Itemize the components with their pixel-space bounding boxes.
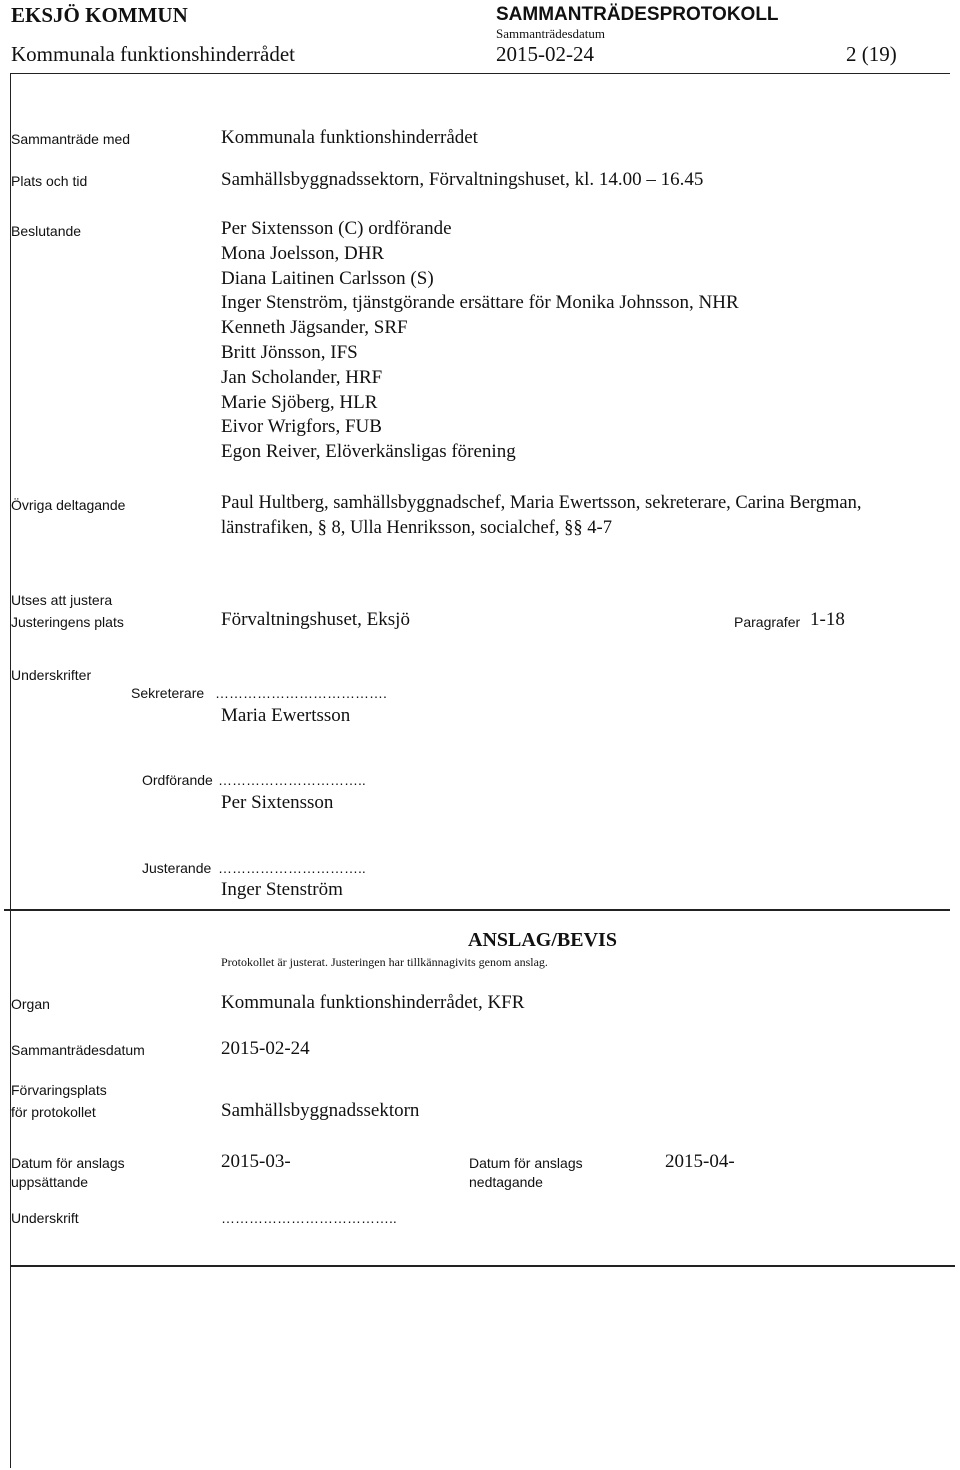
posted-date-value: 2015-03- — [221, 1151, 291, 1172]
signatures-divider — [4, 909, 950, 911]
deciding-member: Inger Stenström, tjänstgörande ersättare för Monika Johnsson, NHR — [221, 292, 739, 314]
selected-to-adjust-label: Utses att justera — [11, 592, 113, 608]
chair-label: Ordförande — [142, 772, 213, 788]
deciding-member: Britt Jönsson, IFS — [221, 341, 358, 363]
left-margin-line — [10, 73, 11, 1468]
organ-label: Organ — [11, 996, 50, 1012]
deciding-member: Marie Sjöberg, HLR — [221, 391, 378, 413]
organ-value: Kommunala funktionshinderrådet, KFR — [221, 992, 525, 1013]
adjust-place-value: Förvaltningshuset, Eksjö — [221, 609, 410, 630]
header-date-label: Sammanträdesdatum — [496, 26, 606, 41]
storage-value: Samhällsbyggnadssektorn — [221, 1100, 420, 1121]
meeting-date-label: Sammanträdesdatum — [11, 1042, 145, 1058]
deciding-member: Per Sixtensson (C) ordförande — [221, 218, 452, 239]
committee-name: Kommunala funktionshinderrådet — [11, 42, 296, 66]
others-line-2: länstrafiken, § 8, Ulla Henriksson, socialchef, §§ 4-7 — [221, 518, 612, 538]
posted-date-label-line-1: Datum för anslags — [11, 1155, 125, 1171]
others-label: Övriga deltagande — [11, 497, 126, 513]
secretary-signature-line: ………………………………. — [215, 685, 387, 701]
meeting-with-value: Kommunala funktionshinderrådet — [221, 127, 478, 148]
chair-name: Per Sixtensson — [221, 792, 334, 813]
adjuster-signature-line: ………………………….. — [218, 860, 366, 876]
storage-label-line-2: för protokollet — [11, 1104, 96, 1120]
notice-title: ANSLAG/BEVIS — [468, 929, 617, 951]
header-date: 2015-02-24 — [496, 42, 594, 66]
removed-date-label-line-2: nedtagande — [469, 1174, 543, 1190]
deciding-member: Jan Scholander, HRF — [221, 366, 383, 388]
removed-date-label-line-1: Datum för anslags — [469, 1155, 583, 1171]
deciding-member: Diana Laitinen Carlsson (S) — [221, 267, 434, 289]
footer-divider — [10, 1265, 955, 1267]
signature-label: Underskrift — [11, 1210, 79, 1226]
paragraphs-value: 1-18 — [810, 609, 845, 630]
deciding-list — [221, 217, 739, 465]
header-divider — [10, 73, 950, 74]
posted-date-label-line-2: uppsättande — [11, 1174, 89, 1190]
signature-line: ……………………………….. — [221, 1210, 397, 1226]
secretary-label: Sekreterare — [131, 685, 205, 701]
meeting-with-label: Sammanträde med — [11, 131, 131, 147]
place-time-value: Samhällsbyggnadssektorn, Förvaltningshuset, kl. 14.00 – 16.45 — [221, 169, 704, 190]
deciding-member: Egon Reiver, Elöverkänsligas förening — [221, 441, 516, 463]
deciding-label: Beslutande — [11, 223, 82, 239]
chair-signature-line: ………………………….. — [218, 772, 366, 788]
removed-date-value: 2015-04- — [665, 1151, 735, 1172]
adjuster-name: Inger Stenström — [221, 879, 343, 900]
page-number: 2 (19) — [846, 42, 897, 66]
document-type: SAMMANTRÄDESPROTOKOLL — [496, 4, 779, 25]
deciding-member: Eivor Wrigfors, FUB — [221, 416, 382, 438]
adjuster-label: Justerande — [142, 860, 212, 876]
deciding-member: Mona Joelsson, DHR — [221, 242, 385, 264]
meeting-date-value: 2015-02-24 — [221, 1038, 310, 1059]
paragraphs-label: Paragrafer — [734, 614, 801, 630]
adjust-place-label: Justeringens plats — [11, 614, 124, 630]
others-line-1: Paul Hultberg, samhällsbyggnadschef, Maria Ewertsson, sekreterare, Carina Bergman, — [221, 493, 862, 513]
municipality-name: EKSJÖ KOMMUN — [11, 3, 188, 27]
place-time-label: Plats och tid — [11, 173, 88, 189]
storage-label-line-1: Förvaringsplats — [11, 1082, 107, 1098]
secretary-name: Maria Ewertsson — [221, 705, 351, 726]
deciding-member: Kenneth Jägsander, SRF — [221, 317, 408, 339]
notice-subtitle: Protokollet är justerat. Justeringen har tillkännagivits genom anslag. — [221, 955, 548, 969]
signatures-label: Underskrifter — [11, 667, 92, 683]
